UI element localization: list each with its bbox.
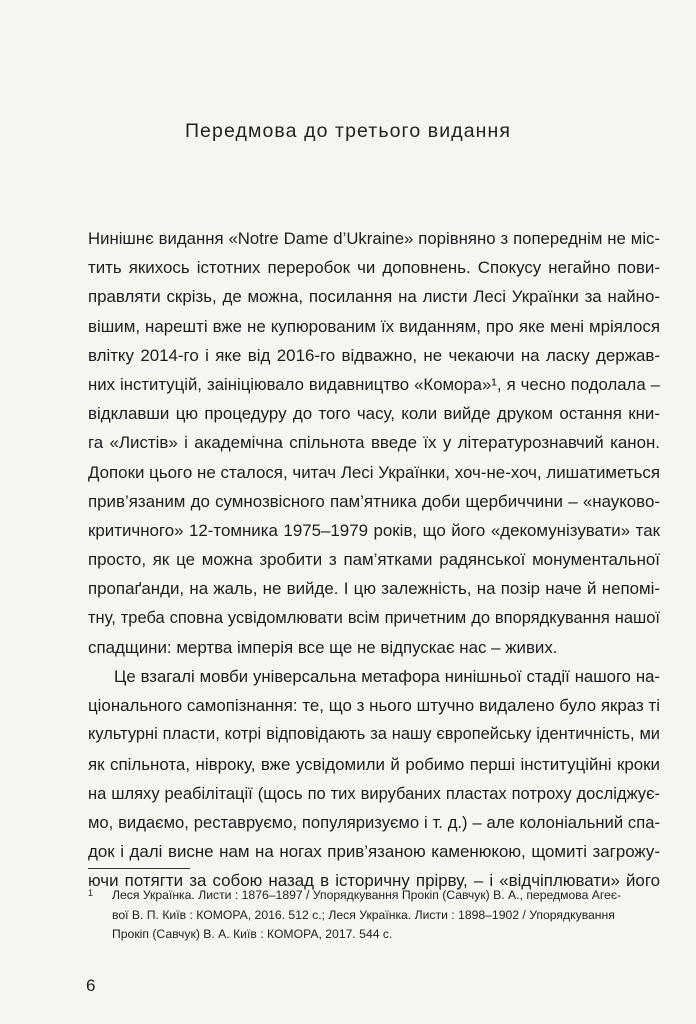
footnote-divider — [88, 868, 190, 869]
text-line: док і далі висне нам на ногах прив’язаною каменюкою, щомиті загрожу- — [88, 842, 660, 862]
text-line: ціонального самопізнання: те, що з нього штучно видалено було якраз ті — [88, 696, 660, 716]
footnote-line: вої В. П. Київ : КОМОРА, 2016. 512 с.; Леся Українка. Листи : 1898–1902 / Упорядкування — [112, 907, 615, 922]
paragraph-1 — [88, 224, 660, 662]
paragraph-2 — [88, 662, 660, 896]
text-line: спадщини: мертва імперія все ще не відпускає нас – живих. — [88, 637, 558, 657]
body-text — [88, 224, 660, 896]
text-line: критичного» 12-томника 1975–1979 років, що його «декомунізувати» так — [88, 521, 660, 541]
text-line: Це взагалі мовби універсальна метафора нинішньої стадії нашого на- — [114, 667, 660, 687]
text-line: правляти скрізь, де можна, посилання на листи Лесі Українки за найно- — [88, 287, 660, 307]
text-line: Нинішнє видання «Notre Dame d’Ukraine» порівняно з попереднім не міс- — [88, 229, 660, 248]
text-line: ючи потягти за собою назад в історичну прірву, – і «відчіплювати» його — [88, 871, 660, 891]
text-line: влітку 2014-го і яке від 2016-го відважно, не чекаючи на ласку держав- — [88, 345, 660, 365]
text-line: як спільнота, нівроку, вже усвідомили й робимо перші інституційні кроки — [88, 754, 660, 774]
text-line: Допоки цього не сталося, читач Лесі Українки, хоч-не-хоч, лишатиметься — [88, 462, 660, 482]
text-line: тну, треба сповна усвідомлювати всім причетним до впорядкування нашої — [88, 608, 660, 627]
text-line: на шляху реабілітації (щось по тих вирубаних пластах потроху досліджує- — [88, 783, 660, 803]
footnote-line: Леся Українка. Листи : 1876–1897 / Упорядкування Прокіп (Савчук) В. А., передмова Агеє- — [112, 888, 622, 902]
text-line: мо, видаємо, реставруємо, популяризуємо і т. д.) – але колоніальний спа- — [88, 813, 660, 833]
footnote-text — [112, 886, 660, 945]
footnote — [88, 886, 660, 945]
footnote-line: Прокіп (Савчук) В. А. Київ : КОМОРА, 2017. 544 с. — [112, 927, 393, 942]
text-line: відклавши цю процедуру до того часу, коли вийде друком остання кни- — [88, 404, 660, 424]
text-line: га «Листів» і академічна спільнота введе їх у літературознавчий канон. — [88, 433, 660, 453]
text-line: пропаґанди, на жаль, не вийде. І цю залежність, на позір наче й непомі- — [88, 579, 660, 599]
text-line: просто, як це можна зробити з пам’ятками радянської монументальної — [88, 550, 660, 570]
text-line: вішим, нарешті вже не купюрованим їх виданням, про яке мені мріялося — [88, 316, 660, 336]
footnote-marker: 1 — [88, 888, 94, 898]
text-line: них інституцій, заініціювало видавництво «Комора»¹, я чесно подолала – — [88, 375, 660, 395]
chapter-heading: Передмова до третього видання — [184, 120, 512, 142]
text-line: прив’язаним до сумнозвісного пам’ятника доби щербиччини – «науково- — [88, 491, 660, 511]
text-line: тить якихось істотних переробок чи доповнень. Спокусу негайно пови- — [88, 258, 660, 278]
text-line: культурні пласти, котрі відповідають за нашу європейську ідентичність, ми — [88, 725, 660, 744]
page-number: 6 — [86, 976, 96, 995]
